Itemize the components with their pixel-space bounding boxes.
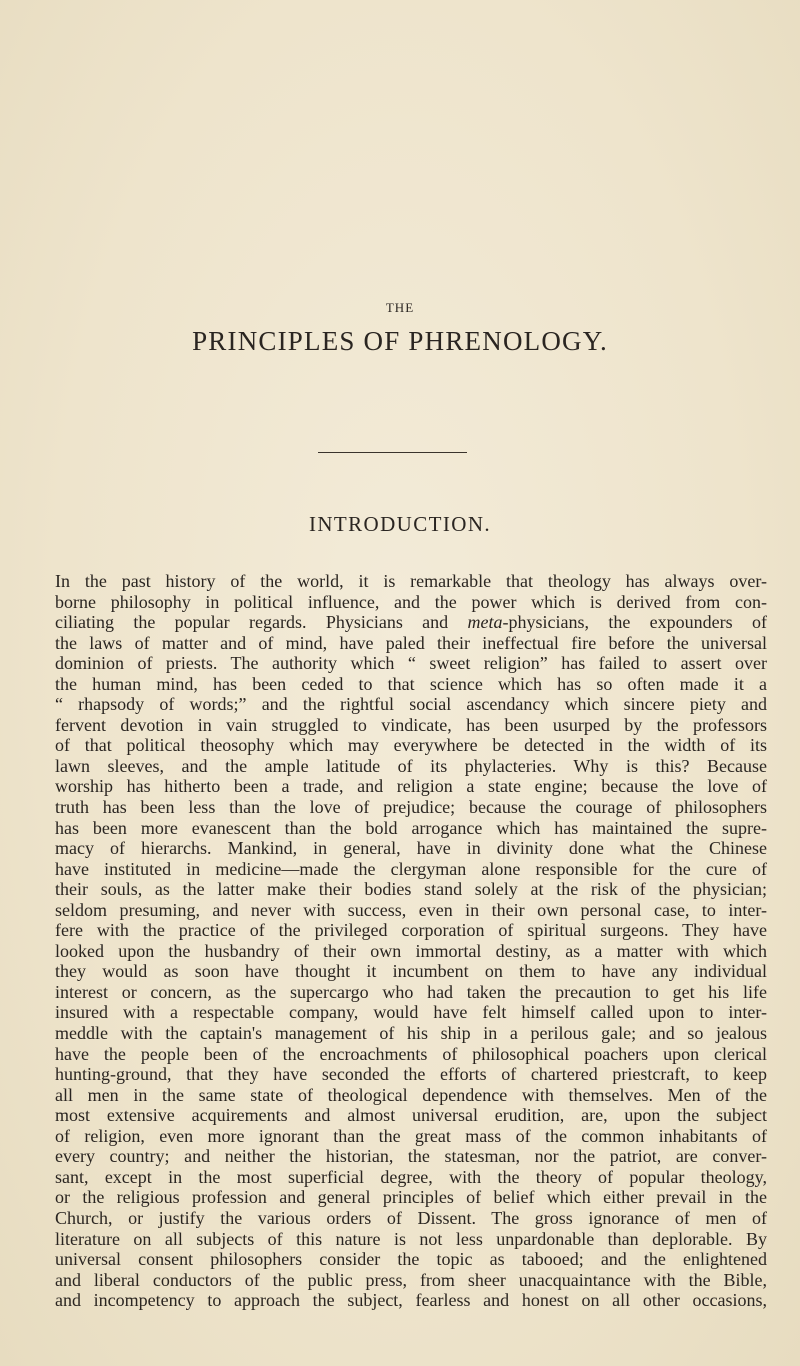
paragraph-line: looked upon the husbandry of their own immortal destiny, as a matter with which [55, 940, 767, 961]
paragraph-line: sant, except in the most superficial degree, with the theory of popular theology, [55, 1166, 767, 1187]
paragraph-line: their souls, as the latter make their bodies stand solely at the risk of the physician; [55, 879, 767, 900]
paragraph-line: the laws of matter and of mind, have paled their ineffectual fire before the universal [55, 632, 767, 653]
paragraph-line: hunting-ground, that they have seconded the efforts of chartered priestcraft, to keep [55, 1064, 767, 1085]
paragraph-line: borne philosophy in political influence, and the power which is derived from con- [55, 591, 767, 612]
paragraph-line: literature on all subjects of this nature is not less unpardonable than deplorable. By [55, 1228, 767, 1249]
paragraph-line: most extensive acquirements and almost universal erudition, are, upon the subject [55, 1105, 767, 1126]
paragraph-line: or the religious profession and general principles of belief which either prevail in the [55, 1187, 767, 1208]
paragraph-line: ciliating the popular regards. Physicians and meta-physicians, the expounders of [55, 612, 768, 633]
paragraph-line: Church, or justify the various orders of Dissent. The gross ignorance of men of [55, 1207, 767, 1228]
paragraph-line: lawn sleeves, and the ample latitude of its phylacteries. Why is this? Because [55, 755, 767, 776]
paragraph-line: they would as soon have thought it incumbent on them to have any individual [55, 961, 767, 982]
body-paragraph [55, 571, 767, 1311]
paragraph-line: all men in the same state of theological dependence with themselves. Men of the [55, 1084, 767, 1105]
header-word: THE [385, 300, 415, 315]
paragraph-line: have instituted in medicine—made the clergyman alone responsible for the cure of [55, 858, 767, 879]
paragraph-line: “ rhapsody of words;” and the rightful social ascendancy which sincere piety and [55, 694, 767, 715]
title-divider [318, 452, 467, 453]
paragraph-line: every country; and neither the historian, the statesman, nor the patriot, are conver- [55, 1146, 767, 1167]
paragraph-line: and incompetency to approach the subject, fearless and honest on all other occasions, [55, 1290, 767, 1311]
paragraph-line: meddle with the captain's management of his ship in a perilous gale; and so jealous [55, 1023, 767, 1044]
paragraph-line: seldom presuming, and never with success, even in their own personal case, to inter- [55, 899, 767, 920]
paragraph-line: fervent devotion in vain struggled to vindicate, has been usurped by the professors [55, 714, 767, 735]
page-title: PRINCIPLES OF PHRENOLOGY. [192, 326, 608, 356]
paragraph-line: universal consent philosophers consider the topic as tabooed; and the enlightened [55, 1249, 767, 1270]
paragraph-line: of that political theosophy which may everywhere be detected in the width of its [55, 735, 767, 756]
paragraph-line: worship has hitherto been a trade, and religion a state engine; because the love of [55, 776, 767, 797]
section-heading: INTRODUCTION. [308, 512, 492, 536]
paragraph-line: and liberal conductors of the public press, from sheer unacquaintance with the Bible, [55, 1269, 767, 1290]
paragraph-line: of religion, even more ignorant than the great mass of the common inhabitants of [55, 1125, 767, 1146]
paragraph-line: have the people been of the encroachments of philosophical poachers upon clerical [55, 1043, 767, 1064]
paragraph-line: fere with the practice of the privileged corporation of spiritual surgeons. They have [55, 920, 767, 941]
paragraph-line: In the past history of the world, it is remarkable that theology has always over- [55, 571, 767, 591]
paragraph-line: insured with a respectable company, would have felt himself called upon to inter- [55, 1002, 767, 1023]
paragraph-line: interest or concern, as the supercargo who had taken the precaution to get his life [55, 981, 767, 1002]
paragraph-line: truth has been less than the love of prejudice; because the courage of philosophers [55, 797, 767, 818]
paragraph-line: macy of hierarchs. Mankind, in general, have in divinity done what the Chinese [55, 838, 767, 859]
paragraph-line: the human mind, has been ceded to that science which has so often made it a [55, 673, 767, 694]
paragraph-line: has been more evanescent than the bold arrogance which has maintained the supre- [55, 817, 767, 838]
paragraph-line: dominion of priests. The authority which “ sweet religion” has failed to assert over [55, 653, 767, 674]
